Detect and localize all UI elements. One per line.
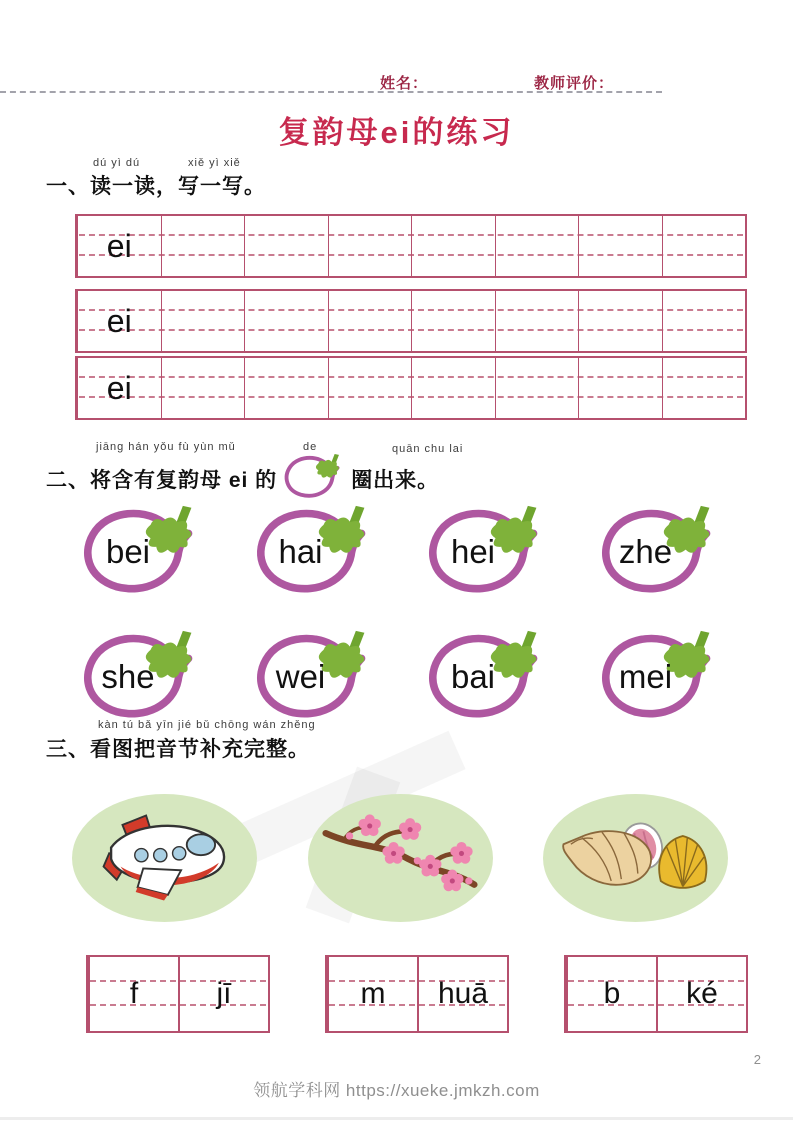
answer-grid-row [86,955,748,1033]
section2-pinyin-circle: quān chu lai [392,443,464,455]
writing-grid-row [75,214,747,278]
section1-pinyin-write: xiě yì xiě [188,157,241,169]
answer-grid-plum-blossom [325,955,509,1033]
eggplant-syllable: hai [278,533,323,570]
writing-grid-row [75,289,747,353]
eggplant-item [417,629,557,724]
writing-cell [328,216,412,276]
answer-cell: f [88,957,178,1031]
writing-cell [161,291,245,351]
answer-cell: jī [178,957,268,1031]
section2-pinyin-de: de [303,441,318,453]
section2-heading-before: 二、将含有复韵母 ei 的 [46,469,278,492]
answer-grid-seashells [564,955,748,1033]
page-title: 复韵母ei的练习 [278,115,515,150]
answer-cell: ké [656,957,746,1031]
writing-cell [662,291,746,351]
footer-site-text: 领航学科网 https://xueke.jmkzh.com [253,1081,540,1100]
answer-cell: huā [417,957,507,1031]
writing-cell [578,216,662,276]
answer-cell: m [327,957,417,1031]
writing-cell [495,358,579,418]
writing-cell [495,216,579,276]
page-number: 2 [753,1052,761,1067]
writing-cell [244,216,328,276]
eggplant-syllable: hei [450,533,496,570]
answer-grid-airplane [86,955,270,1033]
writing-cell: ei [77,358,161,418]
writing-cell [161,216,245,276]
section3-pinyin: kàn tú bǎ yīn jié bǔ chōng wán zhěng [98,719,316,731]
section1-pinyin-read: dú yì dú [93,157,141,169]
eggplant-icon [281,453,347,501]
writing-cell: ei [77,216,161,276]
airplane-image [87,806,243,910]
section2-heading [46,455,439,503]
eggplant-syllable: bei [105,533,151,570]
writing-cell [244,291,328,351]
seashells-image [558,806,714,910]
eggplant-syllable: she [101,658,155,695]
writing-cell [495,291,579,351]
picture-card-airplane [72,794,257,922]
picture-row [72,794,728,922]
eggplant-item [590,504,730,599]
picture-card-plum-blossom [308,794,493,922]
plum-blossom-image [322,806,478,910]
eggplant-item [72,629,212,724]
teacher-evaluation-label: 教师评价： [534,75,615,92]
eggplant-item [417,504,557,599]
writing-cell [161,358,245,418]
eggplant-syllable: mei [618,658,673,695]
writing-cell [244,358,328,418]
writing-cell [662,216,746,276]
eggplant-syllable: wei [275,658,326,695]
writing-grid-row [75,356,747,420]
section2-heading-after: 圈出来。 [351,469,440,492]
writing-cell [578,291,662,351]
student-name-label: 姓名： [380,75,429,92]
writing-cell [411,291,495,351]
writing-cell: ei [77,291,161,351]
eggplant-syllable: bai [450,658,496,695]
writing-cell [411,358,495,418]
writing-cell [328,291,412,351]
picture-card-seashells [543,794,728,922]
section3-heading: 三、看图把音节补充完整。 [46,738,310,761]
writing-cell [578,358,662,418]
section1-heading: 一、读一读，写一写。 [46,175,266,198]
section2-pinyin-main: jiāng hán yǒu fù yùn mǔ [96,441,236,453]
eggplant-item [590,629,730,724]
writing-cell [411,216,495,276]
eggplant-item [72,504,212,599]
bottom-edge-rule [0,1117,793,1120]
eggplant-item [245,504,385,599]
eggplant-item [245,629,385,724]
writing-cell [662,358,746,418]
eggplant-grid [72,504,762,724]
eggplant-syllable: zhe [618,533,673,570]
writing-cell [328,358,412,418]
answer-cell: b [566,957,656,1031]
